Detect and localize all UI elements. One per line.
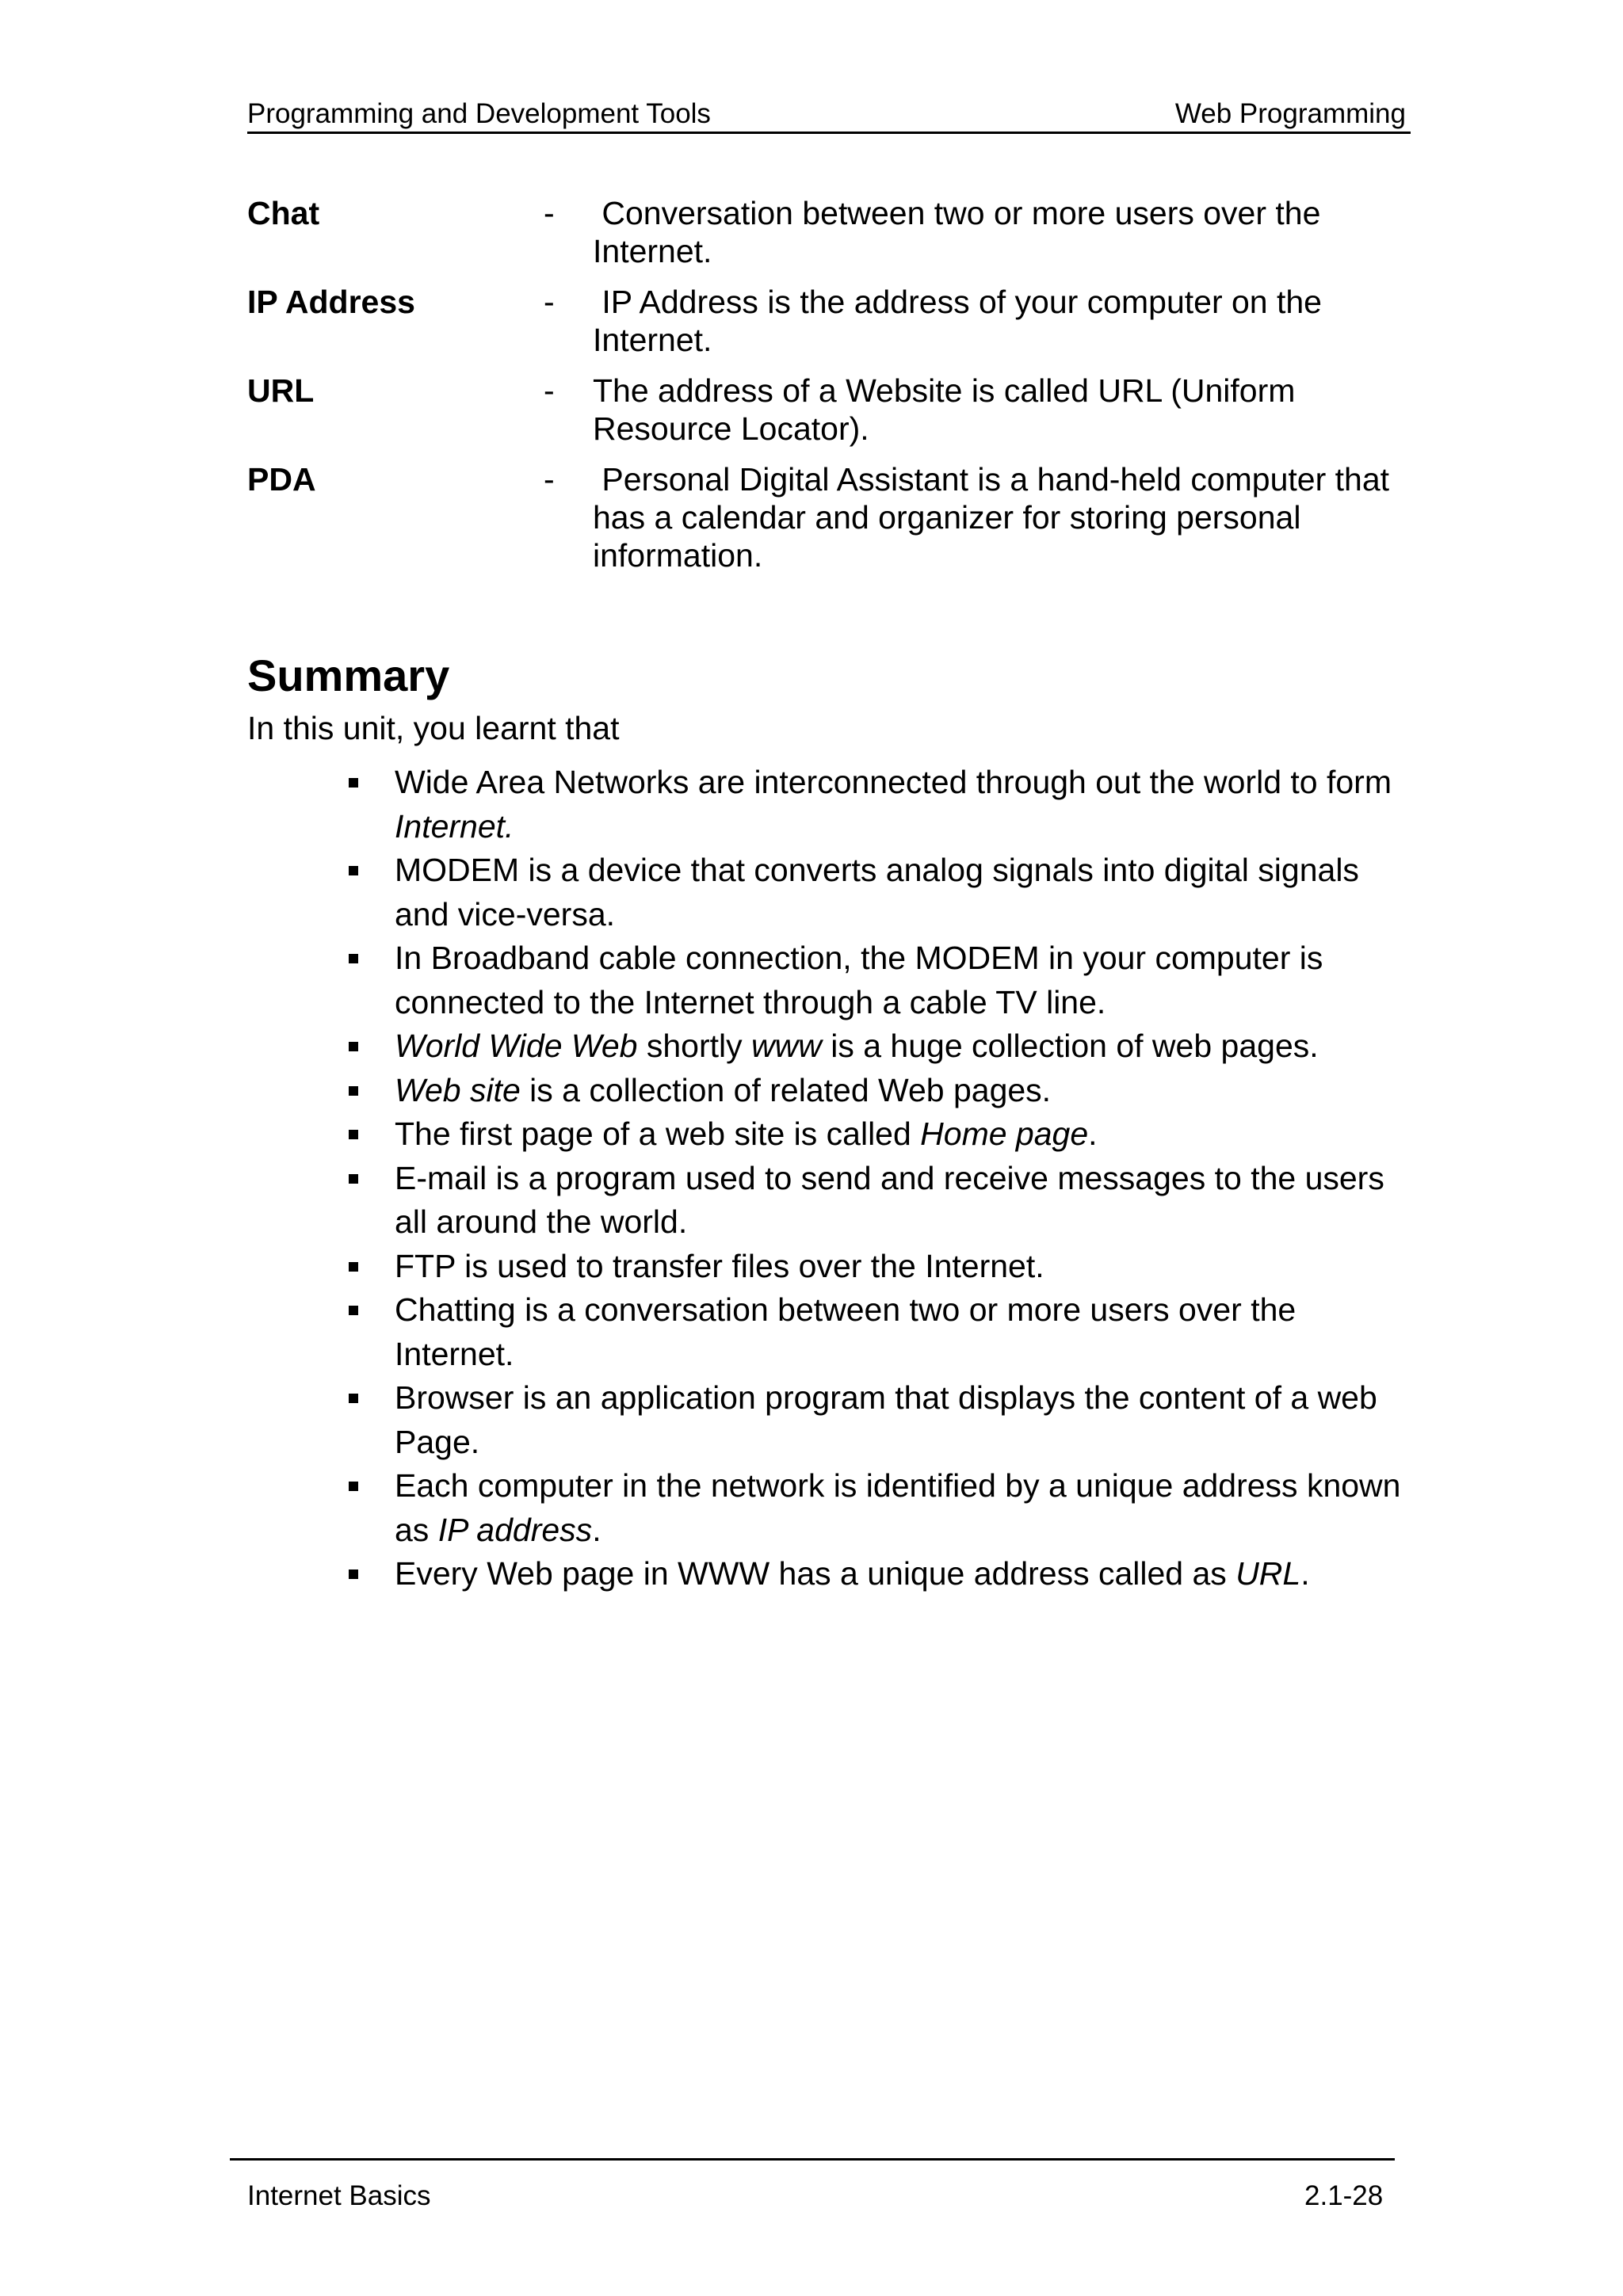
- summary-bullet: [346, 849, 1407, 936]
- definitions-list: [247, 194, 1412, 587]
- square-bullet-icon: [349, 1482, 358, 1491]
- bullet-text: is a collection of related Web pages.: [520, 1071, 1052, 1108]
- square-bullet-icon: [349, 778, 358, 788]
- definition-line: Personal Digital Assistant is a hand-held computer that: [593, 461, 1390, 498]
- bullet-text: E-mail is a program used to send and receive messages to the users all around the world.: [395, 1159, 1384, 1240]
- definition-row: [247, 372, 1412, 448]
- summary-bullet: [346, 1157, 1407, 1245]
- square-bullet-icon: [349, 1394, 358, 1403]
- definition-row: [247, 194, 1412, 270]
- summary-bullet: [346, 1288, 1407, 1376]
- bullet-text: .: [1088, 1116, 1098, 1152]
- definition-row: [247, 283, 1412, 359]
- definition-dash: -: [544, 284, 555, 320]
- bullet-emphasis: URL: [1235, 1555, 1301, 1592]
- square-bullet-icon: [349, 1569, 358, 1579]
- summary-bullet: [346, 1376, 1407, 1464]
- bullet-text: Every Web page in WWW has a unique address called as: [395, 1555, 1236, 1592]
- page-header: [247, 97, 1411, 134]
- definition-dash: -: [544, 195, 555, 231]
- summary-bullet: [346, 936, 1407, 1024]
- bullet-text: The first page of a web site is called: [395, 1116, 921, 1152]
- bullet-emphasis: Web site: [395, 1071, 521, 1108]
- definition-line: information.: [593, 537, 763, 574]
- definition-line: Resource Locator).: [593, 410, 869, 447]
- bullet-emphasis: Internet.: [395, 807, 514, 845]
- definition-line: has a calendar and organizer for storing personal: [593, 499, 1301, 536]
- definition-text: [593, 372, 1417, 448]
- definition-line: Internet.: [593, 322, 712, 358]
- bullet-text: .: [592, 1511, 601, 1548]
- definition-term: IP Address: [247, 284, 415, 320]
- summary-bullet: [346, 761, 1407, 849]
- bullet-text: .: [1300, 1555, 1310, 1592]
- square-bullet-icon: [349, 866, 358, 875]
- footer-divider: [230, 2158, 1395, 2161]
- bullet-text: Chatting is a conversation between two or more users over the Internet.: [395, 1291, 1296, 1372]
- bullet-text: Wide Area Networks are interconnected through out the world to form: [395, 764, 1392, 800]
- square-bullet-icon: [349, 1262, 358, 1272]
- summary-bullet-list: [346, 761, 1407, 1596]
- bullet-text: FTP is used to transfer files over the Internet.: [395, 1247, 1044, 1284]
- square-bullet-icon: [349, 1086, 358, 1096]
- header-right-title: Web Programming: [1174, 98, 1406, 129]
- definition-text: [593, 460, 1417, 574]
- summary-bullet: [346, 1245, 1407, 1289]
- definition-line: Internet.: [593, 233, 712, 269]
- bullet-text: In Broadband cable connection, the MODEM in your computer is connected to the Internet through a cable TV line.: [395, 940, 1323, 1020]
- summary-intro: In this unit, you learnt that: [247, 710, 620, 746]
- definition-line: Conversation between two or more users over the: [593, 195, 1321, 231]
- summary-bullet: [346, 1464, 1407, 1552]
- bullet-emphasis: Home page: [920, 1116, 1089, 1152]
- definition-line: The address of a Website is called URL (Uniform: [593, 372, 1296, 409]
- header-left-title: Programming and Development Tools: [247, 98, 711, 129]
- summary-bullet: [346, 1069, 1407, 1113]
- summary-bullet: [346, 1552, 1407, 1596]
- bullet-emphasis: IP address: [437, 1511, 593, 1548]
- definition-line: IP Address is the address of your computer on the: [593, 284, 1322, 320]
- square-bullet-icon: [349, 954, 358, 963]
- bullet-emphasis: World Wide Web: [395, 1028, 638, 1064]
- square-bullet-icon: [349, 1306, 358, 1315]
- bullet-text: is a huge collection of web pages.: [821, 1028, 1319, 1064]
- summary-heading: Summary: [247, 650, 450, 700]
- definition-dash: -: [544, 461, 555, 498]
- definition-text: [593, 194, 1417, 270]
- page-number: 2.1-28: [1304, 2180, 1384, 2211]
- bullet-text: MODEM is a device that converts analog signals into digital signals and vice-versa.: [395, 852, 1359, 933]
- bullet-text: shortly: [637, 1028, 752, 1064]
- summary-bullet: [346, 1024, 1407, 1069]
- footer-title: Internet Basics: [247, 2180, 431, 2211]
- bullet-emphasis: www: [751, 1028, 822, 1064]
- square-bullet-icon: [349, 1130, 358, 1139]
- definition-text: [593, 283, 1417, 359]
- square-bullet-icon: [349, 1174, 358, 1184]
- bullet-text: Each computer in the network is identified by a unique address known as: [395, 1467, 1401, 1548]
- bullet-text: Browser is an application program that displays the content of a web Page.: [395, 1379, 1377, 1460]
- square-bullet-icon: [349, 1042, 358, 1051]
- definition-dash: -: [544, 372, 555, 409]
- summary-bullet: [346, 1112, 1407, 1157]
- definition-term: Chat: [247, 195, 320, 231]
- definition-term: URL: [247, 372, 315, 409]
- definition-row: [247, 460, 1412, 574]
- definition-term: PDA: [247, 461, 316, 498]
